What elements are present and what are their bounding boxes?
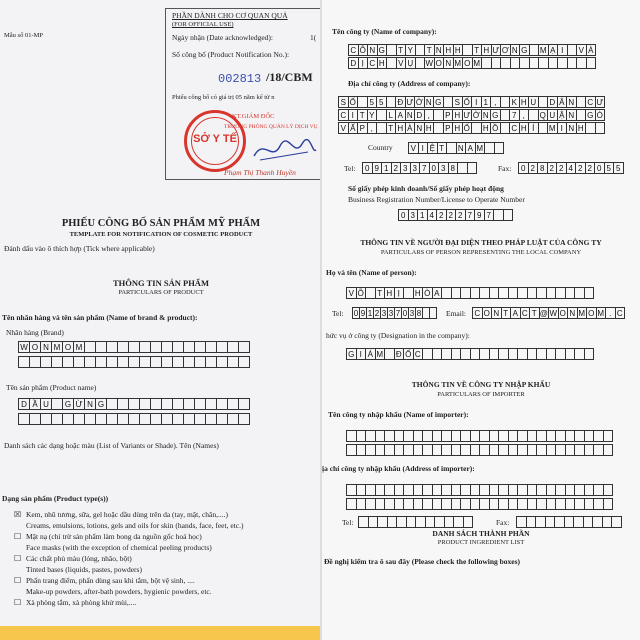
importer-name-label: Tên công ty nhập khẩu (Name of importer):: [328, 410, 469, 419]
char-cell: T: [357, 109, 368, 121]
product-type-heading: Dạng sản phẩm (Product type(s)): [2, 494, 109, 503]
char-cell: [238, 398, 250, 410]
char-cell: À: [586, 44, 597, 56]
char-cell: 7: [419, 162, 430, 174]
char-cell: C: [348, 44, 359, 56]
char-cell: U: [547, 109, 558, 121]
char-cell: 7: [484, 209, 495, 221]
product-type-checkbox[interactable]: ☐: [14, 576, 22, 585]
product-info-title: THÔNG TIN SẢN PHẨM: [113, 278, 209, 288]
char-cell: N: [405, 109, 416, 121]
char-cell: M: [454, 58, 462, 68]
char-cell: Ố: [462, 122, 473, 134]
char-cell: T: [424, 44, 435, 56]
notification-no-label: Số công bố (Product Notification No.):: [172, 50, 290, 59]
tel-cells: [362, 162, 476, 174]
char-cell: C: [520, 307, 531, 319]
official-use-title: PHẦN DÀNH CHO CƠ QUAN QUẢ: [172, 11, 288, 20]
char-cell: ,: [424, 109, 435, 121]
importer-address-cells-row2: [346, 498, 612, 510]
char-cell: G: [490, 109, 501, 121]
address-cells-row3: [338, 122, 604, 134]
product-type-checkbox[interactable]: ☐: [14, 598, 22, 607]
char-cell: A: [395, 109, 406, 121]
char-cell: N: [434, 44, 445, 56]
char-cell: N: [510, 44, 521, 56]
char-cell: V: [408, 142, 419, 154]
char-cell: [611, 516, 622, 528]
product-type-label-vi: Các chất phủ màu (lỏng, nhão, bột): [26, 554, 132, 563]
seal-text: SỞ Y TẾ: [193, 133, 237, 145]
country-cells: [408, 142, 503, 154]
char-cell: N: [567, 307, 578, 319]
char-cell: Ư: [463, 110, 471, 120]
char-cell: Ố: [348, 96, 359, 108]
char-cell: S: [338, 96, 349, 108]
char-cell: 0: [429, 162, 440, 174]
char-cell: 2: [556, 162, 567, 174]
char-cell: L: [386, 109, 397, 121]
address-cells-row1: [338, 96, 604, 108]
char-cell: T: [375, 287, 386, 299]
char-cell: 3: [410, 162, 421, 174]
company-address-label: Địa chỉ công ty (Address of company):: [348, 79, 471, 88]
char-cell: 2: [547, 162, 558, 174]
char-cell: Ừ: [73, 398, 85, 410]
date-acknowledged-label: Ngày nhận (Date acknowledged):: [172, 33, 274, 42]
person-name-cells: [346, 287, 593, 299]
char-cell: N: [566, 109, 577, 121]
char-cell: V: [576, 44, 587, 56]
char-cell: P: [443, 109, 454, 121]
char-cell: G: [62, 398, 74, 410]
char-cell: @: [539, 308, 548, 318]
char-cell: G: [433, 96, 444, 108]
char-cell: [603, 430, 614, 442]
char-cell: Õ: [356, 287, 367, 299]
char-cell: Á: [365, 348, 376, 360]
ingredient-list-title-en: PRODUCT INGREDIENT LIST: [437, 539, 525, 546]
char-cell: M: [51, 341, 63, 353]
product-type-label-en: Creams, emulsions, lotions, gels and oils for skin (hands, face, feet, etc.): [26, 521, 244, 530]
char-cell: W: [549, 308, 558, 318]
char-cell: 9: [372, 162, 383, 174]
char-cell: 1: [417, 209, 428, 221]
char-cell: Ố: [403, 348, 414, 360]
char-cell: [467, 162, 478, 174]
char-cell: 4: [566, 162, 577, 174]
char-cell: .: [605, 307, 616, 319]
char-cell: C: [413, 348, 424, 360]
license-label-en: Business Registration Number/License to Operate Number: [348, 195, 525, 204]
char-cell: Ạ: [548, 44, 559, 56]
char-cell: M: [73, 341, 85, 353]
char-cell: H: [384, 287, 395, 299]
product-type-label-en: Face masks (with the exception of chemical peeling products): [26, 543, 212, 552]
char-cell: H: [481, 44, 492, 56]
person-name-label: Họ và tên (Name of person):: [326, 268, 417, 277]
char-cell: Ậ: [557, 109, 568, 121]
char-cell: C: [472, 307, 483, 319]
importer-address-cells-row1: [346, 484, 612, 496]
char-cell: H: [481, 122, 492, 134]
char-cell: Đ: [394, 348, 405, 360]
char-cell: ,: [367, 122, 378, 134]
signer-name: Phạm Thị Thanh Huyền: [224, 168, 296, 177]
char-cell: H: [443, 44, 454, 56]
char-cell: G: [346, 348, 357, 360]
char-cell: [586, 57, 597, 69]
brand-cells-row2: [18, 356, 249, 368]
char-cell: Ờ: [472, 110, 480, 120]
char-cell: T: [472, 44, 483, 56]
char-cell: T: [386, 122, 397, 134]
char-cell: [603, 444, 614, 456]
char-cell: I: [356, 348, 367, 360]
char-cell: A: [432, 287, 443, 299]
license-label: Số giấy phép kinh doanh/Số giấy phép hoạt động: [348, 184, 504, 193]
designation-label: hức vụ ở công ty (Designation in the company):: [326, 331, 470, 340]
char-cell: Ệ: [427, 142, 438, 154]
importer-address-label: ịa chỉ công ty nhập khẩu (Address of importer):: [322, 464, 475, 473]
char-cell: H: [413, 287, 424, 299]
char-cell: C: [338, 109, 349, 121]
address-cells-row2: [338, 109, 604, 121]
char-cell: O: [434, 57, 445, 69]
email-label: Email:: [446, 309, 466, 318]
char-cell: O: [62, 341, 74, 353]
char-cell: 3: [408, 209, 419, 221]
char-cell: H: [519, 122, 530, 134]
char-cell: A: [510, 307, 521, 319]
char-cell: 7: [509, 109, 520, 121]
char-cell: H: [452, 122, 463, 134]
fax-label: Fax:: [498, 164, 512, 173]
stamp-caption-dept: TRƯỞNG PHÒNG QUẢN LÝ DỊCH VỤ: [224, 124, 318, 130]
product-name-cells-row2: [18, 413, 249, 425]
char-cell: 2: [455, 209, 466, 221]
main-title-en: TEMPLATE FOR NOTIFICATION OF COSMETIC PRODUCT: [69, 231, 253, 238]
char-cell: Q: [538, 109, 549, 121]
char-cell: À: [405, 122, 416, 134]
representative-title: THÔNG TIN VỀ NGƯỜI ĐẠI DIỆN THEO PHÁP LUẬT CỦA CÔNG TY: [360, 238, 602, 247]
right-form-page: [322, 0, 640, 640]
bottom-yellow-strip: [0, 626, 322, 640]
char-cell: N: [414, 122, 425, 134]
char-cell: 9: [474, 209, 485, 221]
importer-fax-cells: [516, 516, 621, 528]
importer-fax-label: Fax:: [496, 518, 510, 527]
designation-cells: [346, 348, 593, 360]
char-cell: Ò: [595, 109, 606, 121]
char-cell: I: [471, 96, 482, 108]
char-cell: S: [452, 96, 463, 108]
signature-icon: [250, 132, 320, 167]
char-cell: N: [566, 96, 577, 108]
notification-number: 002813: [218, 72, 262, 86]
char-cell: 8: [448, 162, 459, 174]
official-use-subtitle: (FOR OFFICIAL USE): [172, 21, 234, 28]
char-cell: Â: [557, 96, 568, 108]
char-cell: G: [377, 44, 388, 56]
char-cell: V: [338, 122, 349, 134]
char-cell: Ơ: [501, 45, 509, 55]
char-cell: [584, 348, 595, 360]
product-name-cells: [18, 398, 249, 410]
char-cell: O: [482, 307, 493, 319]
char-cell: M: [578, 308, 586, 318]
brand-cells: [18, 341, 249, 353]
char-cell: N: [367, 44, 378, 56]
char-cell: 0: [398, 209, 409, 221]
char-cell: ,: [519, 109, 530, 121]
char-cell: T: [396, 44, 407, 56]
product-info-title-en: PARTICULARS OF PRODUCT: [118, 289, 204, 296]
tel-label: Tel:: [344, 164, 356, 173]
product-type-checkbox[interactable]: ☒: [14, 510, 22, 519]
char-cell: Đ: [395, 96, 406, 108]
char-cell: 7: [395, 308, 401, 318]
char-cell: C: [509, 122, 520, 134]
char-cell: 3: [409, 308, 415, 318]
notification-suffix: /18/CBM: [266, 70, 313, 84]
char-cell: 0: [594, 162, 605, 174]
char-cell: Ấ: [348, 122, 359, 134]
importer-name-cells-row1: [346, 430, 612, 442]
importer-tel-cells: [358, 516, 472, 528]
importer-title-en: PARTICULARS OF IMPORTER: [437, 391, 525, 398]
char-cell: N: [84, 398, 96, 410]
char-cell: H: [519, 96, 530, 108]
char-cell: H: [576, 122, 587, 134]
char-cell: 8: [416, 308, 422, 318]
char-cell: 7: [465, 209, 476, 221]
country-label: Country: [368, 143, 393, 152]
char-cell: Ố: [462, 96, 473, 108]
char-cell: D: [547, 96, 558, 108]
company-name-cells-row1: [348, 44, 595, 56]
char-cell: O: [586, 307, 597, 319]
char-cell: [238, 413, 250, 425]
char-cell: V: [346, 287, 357, 299]
brand-label: Nhãn hàng (Brand): [6, 328, 64, 337]
main-title: PHIẾU CÔNG BỐ SẢN PHẨM MỸ PHẨM: [61, 218, 261, 229]
company-name-label: Tên công ty (Name of company):: [332, 27, 437, 36]
brand-product-heading: Tên nhãn hàng và tên sản phẩm (Name of brand & product):: [2, 313, 198, 322]
product-type-label-en: Tinted bases (liquids, pastes, powders): [26, 565, 142, 574]
char-cell: 5: [367, 96, 378, 108]
char-cell: G: [585, 109, 596, 121]
char-cell: [603, 498, 614, 510]
char-cell: Ồ: [490, 122, 501, 134]
rep-tel-cells: [352, 307, 436, 319]
char-cell: U: [528, 96, 539, 108]
char-cell: G: [95, 398, 107, 410]
char-cell: D: [18, 398, 30, 410]
stamp-caption-director: KT.GIÁM ĐỐC: [232, 113, 275, 120]
tick-note: Đánh dấu vào ô thích hợp (Tick where applicable): [4, 244, 155, 253]
representative-title-en: PARTICULARS OF PERSON REPRESENTING THE LOCAL COMPANY: [380, 249, 582, 256]
char-cell: M: [473, 58, 481, 68]
char-cell: H: [453, 44, 464, 56]
char-cell: 5: [604, 162, 615, 174]
char-cell: 1: [481, 96, 492, 108]
char-cell: 2: [436, 209, 447, 221]
char-cell: 2: [374, 308, 380, 318]
ingredient-list-title: DANH SÁCH THÀNH PHẦN: [432, 529, 530, 538]
char-cell: N: [443, 57, 454, 69]
char-cell: V: [396, 57, 407, 69]
char-cell: 3: [400, 162, 411, 174]
char-cell: H: [377, 57, 388, 69]
importer-tel-label: Tel:: [342, 518, 354, 527]
char-cell: I: [418, 142, 429, 154]
char-cell: 5: [613, 162, 624, 174]
date-acknowledged-value: 1(: [310, 33, 317, 42]
char-cell: ,: [490, 96, 501, 108]
char-cell: N: [481, 109, 492, 121]
char-cell: P: [357, 122, 368, 134]
char-cell: T: [437, 142, 448, 154]
char-cell: C: [615, 307, 626, 319]
char-cell: [595, 122, 606, 134]
product-type-checkbox[interactable]: ☐: [14, 532, 22, 541]
check-boxes-note: Đề nghị kiểm tra ô sau đây (Please check the following boxes): [324, 557, 521, 566]
char-cell: Ư: [596, 97, 604, 107]
char-cell: W: [18, 341, 30, 353]
char-cell: Ư: [492, 45, 500, 55]
form-number: Mẫu số 01-MP: [4, 32, 44, 39]
char-cell: 3: [438, 162, 449, 174]
char-cell: Ị: [394, 287, 405, 299]
char-cell: N: [491, 307, 502, 319]
product-type-label-en: Make-up powders, after-bath powders, hygienic powders, etc.: [26, 587, 212, 596]
char-cell: N: [566, 122, 577, 134]
importer-title: THÔNG TIN VỀ CÔNG TY NHẬP KHẨU: [411, 380, 551, 389]
char-cell: 2: [391, 162, 402, 174]
char-cell: 0: [518, 162, 529, 174]
char-cell: [238, 341, 250, 353]
char-cell: P: [443, 122, 454, 134]
char-cell: M: [548, 123, 556, 133]
char-cell: 3: [388, 308, 394, 318]
fax-cells: [518, 162, 623, 174]
product-type-label-vi: Kem, nhũ tương, sữa, gel hoặc dầu dùng trên da (tay, mặt, chân,....): [26, 510, 228, 519]
char-cell: N: [456, 142, 467, 154]
char-cell: Ầ: [29, 398, 41, 410]
char-cell: Ò: [422, 287, 433, 299]
company-name-cells-row2: [348, 57, 595, 69]
char-cell: M: [376, 349, 384, 359]
product-name-label: Tên sản phẩm (Product name): [6, 383, 97, 392]
email-cells: [472, 307, 624, 319]
char-cell: Ô: [358, 44, 369, 56]
char-cell: 2: [575, 162, 586, 174]
variants-label: Danh sách các dạng hoặc màu (List of Variants or Shade). Tên (Names): [4, 441, 219, 450]
char-cell: H: [452, 109, 463, 121]
char-cell: D: [348, 57, 359, 69]
char-cell: Ờ: [415, 97, 423, 107]
char-cell: Y: [367, 109, 378, 121]
char-cell: Ị: [358, 57, 369, 69]
product-type-label-vi: Xà phòng tắm, xà phòng khử mùi,....: [26, 598, 137, 607]
char-cell: 9: [360, 308, 366, 318]
char-cell: [238, 356, 250, 368]
char-cell: Ụ: [405, 57, 416, 69]
char-cell: M: [539, 45, 547, 55]
char-cell: 2: [528, 162, 539, 174]
char-cell: O: [29, 341, 41, 353]
char-cell: [463, 516, 474, 528]
char-cell: 0: [353, 308, 359, 318]
char-cell: Í: [528, 122, 539, 134]
char-cell: Y: [405, 44, 416, 56]
char-cell: W: [425, 58, 434, 68]
char-cell: O: [558, 307, 569, 319]
importer-name-cells-row2: [346, 444, 612, 456]
char-cell: C: [367, 57, 378, 69]
char-cell: O: [462, 57, 473, 69]
product-type-label-vi: Mặt nạ (chỉ trừ sản phẩm làm bong da nguồn gốc hoá học): [26, 532, 202, 541]
char-cell: 4: [427, 209, 438, 221]
char-cell: D: [414, 109, 425, 121]
char-cell: I: [557, 122, 568, 134]
char-cell: Ư: [406, 97, 414, 107]
char-cell: T: [529, 307, 540, 319]
char-cell: 3: [381, 308, 387, 318]
char-cell: C: [585, 96, 596, 108]
validity-note: Phiếu công bố có giá trị 05 năm kể từ n: [172, 94, 275, 101]
char-cell: 5: [376, 96, 387, 108]
char-cell: M: [597, 308, 605, 318]
char-cell: H: [424, 122, 435, 134]
char-cell: 2: [446, 209, 457, 221]
char-cell: H: [395, 122, 406, 134]
char-cell: [503, 209, 514, 221]
rep-tel-label: Tel:: [332, 309, 344, 318]
char-cell: I: [557, 44, 568, 56]
char-cell: U: [40, 398, 52, 410]
char-cell: 2: [585, 162, 596, 174]
char-cell: [494, 142, 505, 154]
char-cell: N: [40, 341, 52, 353]
char-cell: T: [501, 307, 512, 319]
product-type-checkbox[interactable]: ☐: [14, 554, 22, 563]
char-cell: 0: [362, 162, 373, 174]
product-type-label-vi: Phấn trang điểm, phấn dùng sau khi tắm, bột vệ sinh, ....: [26, 576, 195, 585]
char-cell: 1: [381, 162, 392, 174]
char-cell: G: [519, 44, 530, 56]
char-cell: 8: [537, 162, 548, 174]
char-cell: 1: [367, 308, 373, 318]
char-cell: I: [348, 109, 359, 121]
char-cell: [603, 484, 614, 496]
char-cell: N: [424, 96, 435, 108]
char-cell: [584, 287, 595, 299]
char-cell: K: [509, 96, 520, 108]
license-cells: [398, 209, 512, 221]
char-cell: [429, 307, 437, 319]
char-cell: 0: [402, 308, 408, 318]
char-cell: A: [465, 142, 476, 154]
char-cell: M: [476, 143, 484, 153]
